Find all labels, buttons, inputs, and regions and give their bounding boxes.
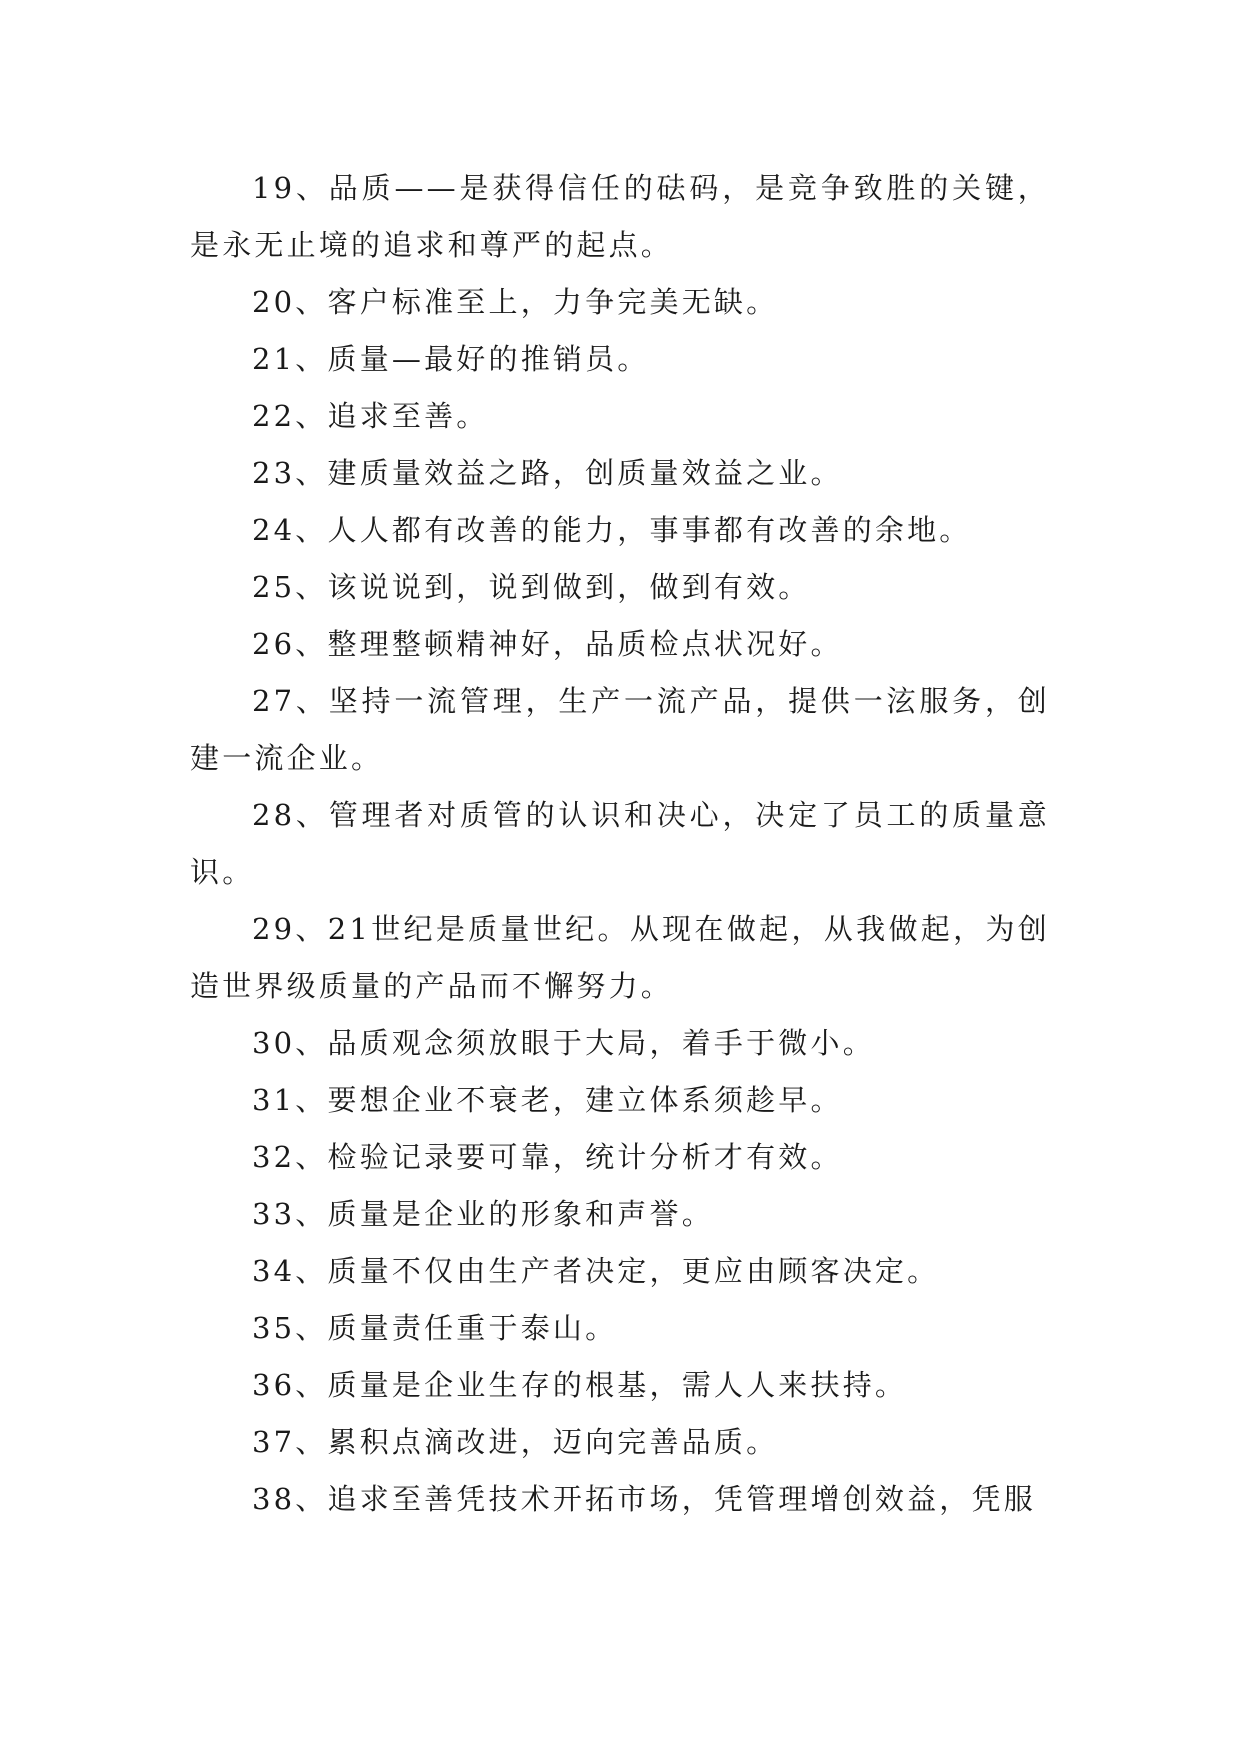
paragraph-29: 29、21世纪是质量世纪。从现在做起，从我做起，为创造世界级质量的产品而不懈努力。 [190,912,1050,1003]
paragraph-28: 28、管理者对质管的认识和决心，决定了员工的质量意识。 [190,798,1050,889]
paragraph-35: 35、质量责任重于泰山。 [252,1311,618,1345]
document-body [190,160,1050,1528]
paragraph-23: 23、建质量效益之路，创质量效益之业。 [252,456,843,490]
paragraph-20: 20、客户标准至上，力争完美无缺。 [252,285,779,319]
paragraph-26: 26、整理整顿精神好，品质检点状况好。 [252,627,843,661]
paragraph-19: 19、品质——是获得信任的砝码，是竞争致胜的关键，是永无止境的追求和尊严的起点。 [190,171,1050,262]
paragraph-32: 32、检验记录要可靠，统计分析才有效。 [252,1140,843,1174]
paragraph-36: 36、质量是企业生存的根基，需人人来扶持。 [252,1368,908,1402]
paragraph-37: 37、累积点滴改进，迈向完善品质。 [252,1425,779,1459]
paragraph-31: 31、要想企业不衰老，建立体系须趁早。 [252,1083,843,1117]
paragraph-22: 22、追求至善。 [252,399,489,433]
paragraph-25: 25、该说说到，说到做到，做到有效。 [252,570,811,604]
paragraph-30: 30、品质观念须放眼于大局，着手于微小。 [252,1026,875,1060]
paragraph-38: 38、追求至善凭技术开拓市场，凭管理增创效益，凭服 [252,1482,1036,1516]
paragraph-24: 24、人人都有改善的能力，事事都有改善的余地。 [252,513,972,547]
paragraph-34: 34、质量不仅由生产者决定，更应由顾客决定。 [252,1254,940,1288]
paragraph-33: 33、质量是企业的形象和声誉。 [252,1197,714,1231]
paragraph-27: 27、坚持一流管理，生产一流产品，提供一泫服务，创建一流企业。 [190,684,1050,775]
paragraph-21: 21、质量—最好的推销员。 [252,342,650,376]
